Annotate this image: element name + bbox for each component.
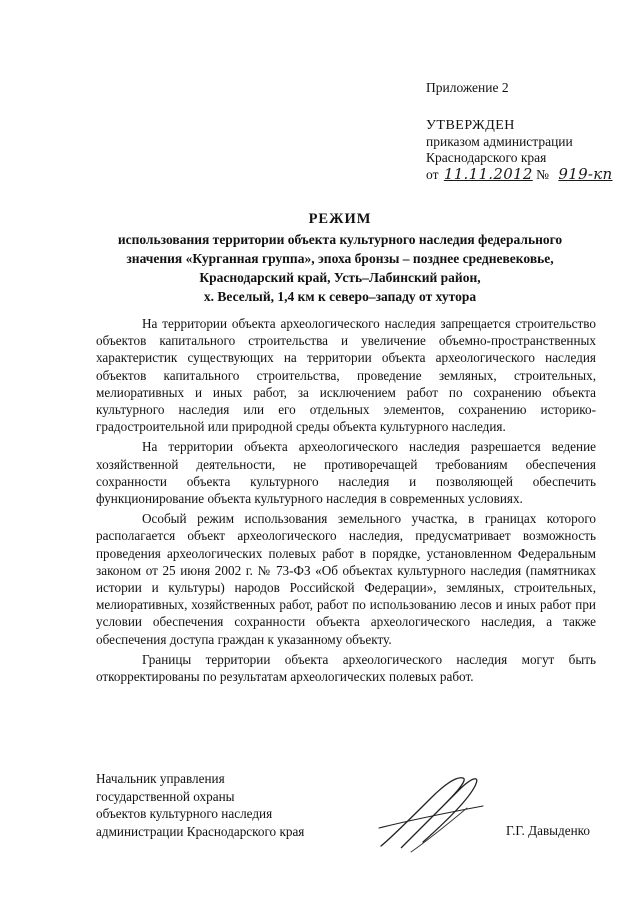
title-line-2: значения «Курганная группа», эпоха бронзы – позднее средневековье, <box>126 251 554 266</box>
signature-block <box>96 770 596 860</box>
paragraph-prohibitions: На территории объекта археологического наследия запрещается строительство объектов капитального строительства и увеличение объемно-пространственных характеристик существующих на территории объекта археологического наследия объектов капитального строительства, проведение земляных, строительных, мелиоративных и иных работ, за исключением работ по сохранению объекта культурного наследия или его отдельных элементов, сохранению историко-градостроительной или природной среды объекта культурного наследия. <box>96 316 596 435</box>
paragraph-boundaries: Границы территории объекта археологического наследия могут быть откорректированы по результатам археологических полевых работ. <box>96 651 596 685</box>
paragraph-special-regime: Особый режим использования земельного участка, в границах которого располагается объект археологического наследия, предусматривает возможность проведения археологических полевых работ в порядке, установленном Федеральным законом от 25 июня 2002 г. № 73-ФЗ «Об объектах культурного наследия (памятниках истории и культуры) народов Российской Федерации», земляных, строительных, мелиоративных, хозяйственных работ, работ по использованию лесов и иных работ при условии обеспечения сохранности объекта археологического наследия, а также обеспечения доступа граждан к указанному объекту. <box>96 511 596 647</box>
appendix-label: Приложение 2 <box>426 80 509 95</box>
handwritten-number: 919-кп <box>558 165 613 183</box>
approval-line-2: Краснодарского края <box>426 150 547 165</box>
approval-header <box>426 80 626 183</box>
title-main: РЕЖИМ <box>308 211 372 227</box>
title-line-3: Краснодарский край, Усть–Лабинский район, <box>199 270 481 285</box>
approval-line-1: приказом администрации <box>426 134 573 149</box>
approval-date-line <box>426 166 626 183</box>
signatory-name: Г.Г. Давыденко <box>505 823 590 838</box>
signatory-line-2: государственной охраны <box>96 788 235 804</box>
signatory-line-4: администрации Краснодарского края <box>96 823 305 839</box>
approved-label: УТВЕРЖДЕН <box>426 118 515 133</box>
document-title <box>90 210 590 306</box>
document-body <box>96 315 596 688</box>
signatory-line-3: объектов культурного наследия <box>96 806 273 821</box>
number-prefix: № <box>536 167 550 182</box>
handwritten-signature-icon <box>371 768 491 858</box>
title-line-1: использования территории объекта культурного наследия федерального <box>117 232 563 247</box>
paragraph-permissions: На территории объекта археологического наследия разрешается ведение хозяйственной деятельности, не противоречащей требованиям обеспечения сохранности объекта культурного наследия и позволяющей обеспечить функционирование объекта культурного наследия в современных условиях. <box>96 439 596 507</box>
handwritten-date: 11.11.2012 <box>443 165 533 183</box>
signatory-line-1: Начальник управления <box>96 771 225 786</box>
title-line-4: х. Веселый, 1,4 км к северо–западу от хутора <box>203 289 477 304</box>
signatory-position <box>96 770 304 840</box>
date-prefix: от <box>426 167 439 182</box>
